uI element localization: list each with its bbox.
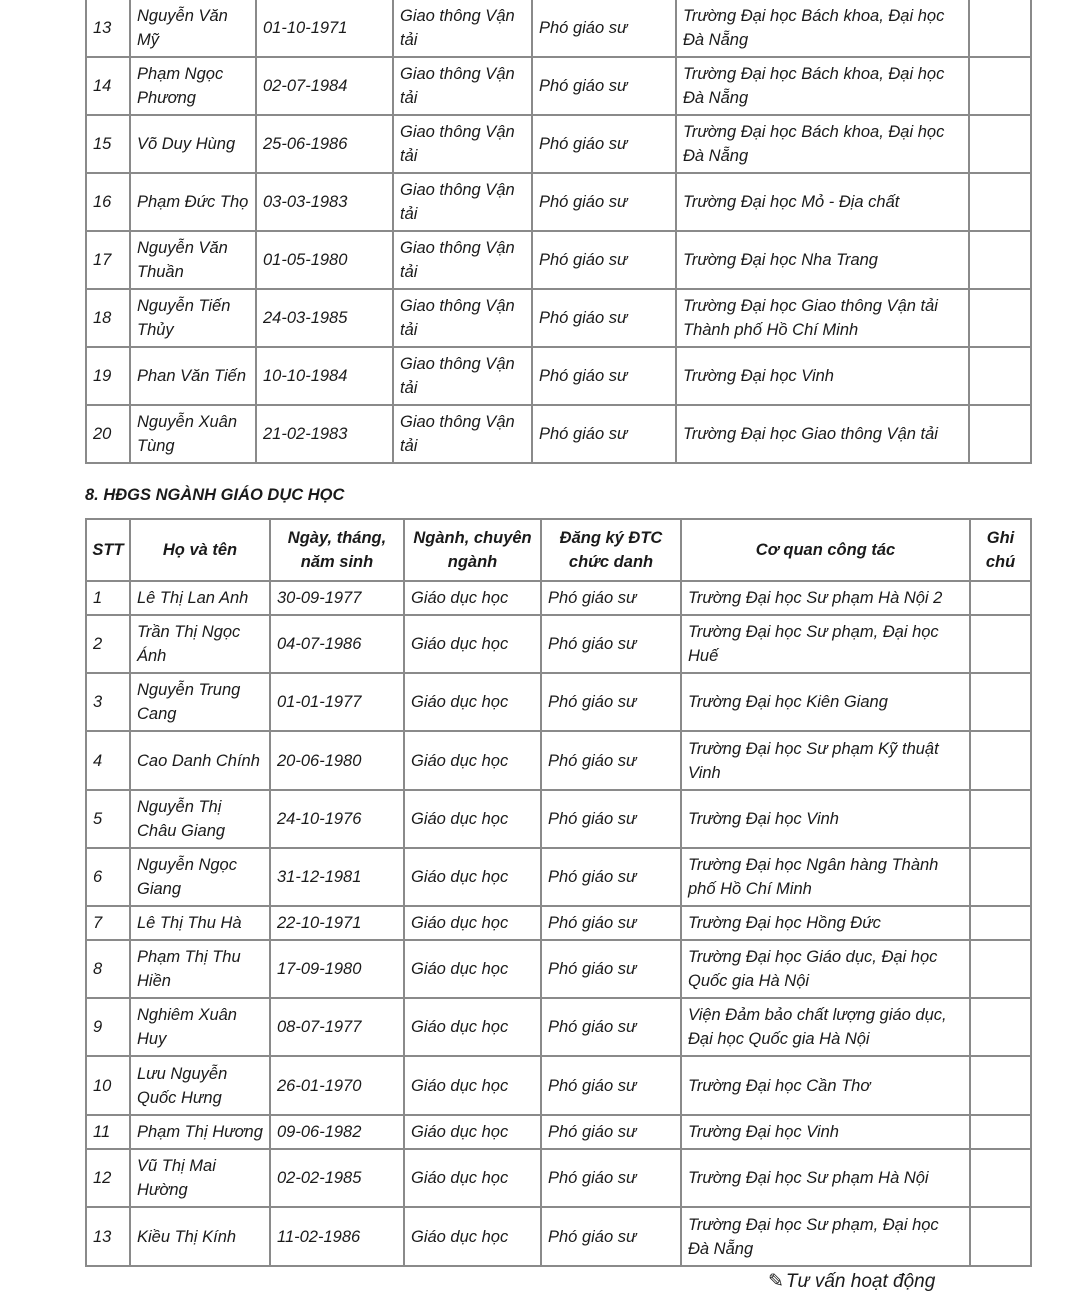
cell-title: Phó giáo sư [532, 173, 676, 231]
cell-field: Giáo dục học [404, 581, 541, 615]
table-row [86, 231, 1031, 289]
table-row [86, 998, 1031, 1056]
cell-field: Giáo dục học [404, 1207, 541, 1266]
cell-org: Trường Đại học Giao thông Vận tải Thành phố Hồ Chí Minh [676, 289, 969, 347]
cell-title: Phó giáo sư [532, 347, 676, 405]
pencil-icon: ✎ [768, 1271, 784, 1292]
cell-stt: 14 [86, 57, 130, 115]
cell-note [969, 57, 1031, 115]
cell-org: Trường Đại học Bách khoa, Đại học Đà Nẵng [676, 115, 969, 173]
cell-note [970, 1149, 1031, 1207]
table-row [86, 615, 1031, 673]
cell-dob: 01-05-1980 [256, 231, 393, 289]
cell-title: Phó giáo sư [541, 673, 681, 731]
cell-field: Giáo dục học [404, 848, 541, 906]
cell-name: Vũ Thị Mai Hường [130, 1149, 270, 1207]
cell-org: Trường Đại học Sư phạm, Đại học Huế [681, 615, 970, 673]
cell-title: Phó giáo sư [532, 289, 676, 347]
cell-dob: 17-09-1980 [270, 940, 404, 998]
cell-dob: 24-03-1985 [256, 289, 393, 347]
cell-note [969, 231, 1031, 289]
cell-name: Nguyễn Thị Châu Giang [130, 790, 270, 848]
cell-name: Lê Thị Thu Hà [130, 906, 270, 940]
header-name: Họ và tên [130, 519, 270, 581]
cell-title: Phó giáo sư [541, 790, 681, 848]
cell-dob: 11-02-1986 [270, 1207, 404, 1266]
cell-note [969, 405, 1031, 463]
cell-title: Phó giáo sư [532, 115, 676, 173]
cell-name: Kiều Thị Kính [130, 1207, 270, 1266]
cell-note [969, 115, 1031, 173]
table-row [86, 731, 1031, 790]
cell-field: Giao thông Vận tải [393, 405, 532, 463]
cell-stt: 1 [86, 581, 130, 615]
cell-stt: 10 [86, 1056, 130, 1115]
cell-name: Phan Văn Tiến [130, 347, 256, 405]
table-row [86, 940, 1031, 998]
cell-name: Phạm Thị Thu Hiền [130, 940, 270, 998]
cell-org: Trường Đại học Giáo dục, Đại học Quốc gia Hà Nội [681, 940, 970, 998]
cell-note [970, 581, 1031, 615]
cell-stt: 17 [86, 231, 130, 289]
cell-note [970, 848, 1031, 906]
cell-note [970, 673, 1031, 731]
cell-title: Phó giáo sư [541, 1115, 681, 1149]
cell-note [970, 731, 1031, 790]
table-transport-continued [85, 0, 1032, 464]
cell-org: Trường Đại học Vinh [681, 1115, 970, 1149]
cell-dob: 01-01-1977 [270, 673, 404, 731]
cell-org: Trường Đại học Hồng Đức [681, 906, 970, 940]
cell-org: Trường Đại học Bách khoa, Đại học Đà Nẵng [676, 0, 969, 57]
cell-dob: 25-06-1986 [256, 115, 393, 173]
header-field: Ngành, chuyên ngành [404, 519, 541, 581]
cell-stt: 6 [86, 848, 130, 906]
cell-name: Nguyễn Văn Thuần [130, 231, 256, 289]
header-stt: STT [86, 519, 130, 581]
cell-stt: 16 [86, 173, 130, 231]
consult-link-label: Tư vấn hoạt động [785, 1271, 936, 1292]
cell-title: Phó giáo sư [541, 998, 681, 1056]
cell-title: Phó giáo sư [541, 615, 681, 673]
cell-note [970, 1207, 1031, 1266]
cell-name: Lưu Nguyễn Quốc Hưng [130, 1056, 270, 1115]
table-row [86, 1115, 1031, 1149]
section-heading: 8. HĐGS NGÀNH GIÁO DỤC HỌC [85, 486, 345, 504]
table-row [86, 906, 1031, 940]
table-row [86, 405, 1031, 463]
table-row [86, 581, 1031, 615]
cell-org: Trường Đại học Cần Thơ [681, 1056, 970, 1115]
cell-name: Phạm Đức Thọ [130, 173, 256, 231]
header-title: Đăng ký ĐTC chức danh [541, 519, 681, 581]
cell-dob: 22-10-1971 [270, 906, 404, 940]
cell-org: Trường Đại học Mỏ - Địa chất [676, 173, 969, 231]
cell-note [970, 998, 1031, 1056]
cell-title: Phó giáo sư [541, 940, 681, 998]
cell-field: Giao thông Vận tải [393, 347, 532, 405]
cell-note [970, 1056, 1031, 1115]
cell-name: Cao Danh Chính [130, 731, 270, 790]
cell-name: Nguyễn Trung Cang [130, 673, 270, 731]
cell-stt: 5 [86, 790, 130, 848]
cell-field: Giao thông Vận tải [393, 173, 532, 231]
cell-org: Viện Đảm bảo chất lượng giáo dục, Đại học Quốc gia Hà Nội [681, 998, 970, 1056]
cell-title: Phó giáo sư [541, 731, 681, 790]
cell-name: Phạm Ngọc Phương [130, 57, 256, 115]
cell-field: Giáo dục học [404, 998, 541, 1056]
cell-name: Phạm Thị Hương [130, 1115, 270, 1149]
cell-title: Phó giáo sư [541, 906, 681, 940]
cell-org: Trường Đại học Sư phạm Hà Nội 2 [681, 581, 970, 615]
cell-note [969, 173, 1031, 231]
cell-name: Nguyễn Xuân Tùng [130, 405, 256, 463]
cell-stt: 20 [86, 405, 130, 463]
table-row [86, 115, 1031, 173]
cell-name: Trần Thị Ngọc Ánh [130, 615, 270, 673]
cell-org: Trường Đại học Vinh [681, 790, 970, 848]
cell-field: Giáo dục học [404, 615, 541, 673]
cell-note [970, 940, 1031, 998]
cell-note [970, 1115, 1031, 1149]
cell-stt: 3 [86, 673, 130, 731]
cell-title: Phó giáo sư [541, 581, 681, 615]
cell-stt: 8 [86, 940, 130, 998]
cell-field: Giáo dục học [404, 673, 541, 731]
cell-name: Nguyễn Ngọc Giang [130, 848, 270, 906]
table-row [86, 790, 1031, 848]
cell-name: Võ Duy Hùng [130, 115, 256, 173]
table-row [86, 289, 1031, 347]
cell-org: Trường Đại học Nha Trang [676, 231, 969, 289]
table-row [86, 173, 1031, 231]
cell-stt: 18 [86, 289, 130, 347]
cell-org: Trường Đại học Sư phạm Kỹ thuật Vinh [681, 731, 970, 790]
cell-stt: 9 [86, 998, 130, 1056]
cell-dob: 20-06-1980 [270, 731, 404, 790]
cell-stt: 19 [86, 347, 130, 405]
consult-link[interactable] [768, 1269, 935, 1295]
table-education [85, 518, 1032, 1267]
cell-note [969, 0, 1031, 57]
cell-dob: 02-02-1985 [270, 1149, 404, 1207]
cell-stt: 15 [86, 115, 130, 173]
table-row [86, 673, 1031, 731]
cell-org: Trường Đại học Ngân hàng Thành phố Hồ Chí Minh [681, 848, 970, 906]
cell-org: Trường Đại học Sư phạm, Đại học Đà Nẵng [681, 1207, 970, 1266]
cell-field: Giáo dục học [404, 1056, 541, 1115]
cell-dob: 09-06-1982 [270, 1115, 404, 1149]
cell-org: Trường Đại học Kiên Giang [681, 673, 970, 731]
cell-field: Giáo dục học [404, 790, 541, 848]
cell-stt: 13 [86, 0, 130, 57]
cell-org: Trường Đại học Sư phạm Hà Nội [681, 1149, 970, 1207]
cell-dob: 02-07-1984 [256, 57, 393, 115]
cell-dob: 30-09-1977 [270, 581, 404, 615]
table-row [86, 347, 1031, 405]
cell-dob: 04-07-1986 [270, 615, 404, 673]
cell-field: Giao thông Vận tải [393, 231, 532, 289]
cell-field: Giao thông Vận tải [393, 57, 532, 115]
cell-field: Giao thông Vận tải [393, 115, 532, 173]
cell-dob: 01-10-1971 [256, 0, 393, 57]
table-row [86, 0, 1031, 57]
cell-field: Giáo dục học [404, 1115, 541, 1149]
cell-dob: 08-07-1977 [270, 998, 404, 1056]
cell-dob: 21-02-1983 [256, 405, 393, 463]
cell-note [970, 615, 1031, 673]
cell-field: Giáo dục học [404, 1149, 541, 1207]
header-dob: Ngày, tháng, năm sinh [270, 519, 404, 581]
cell-dob: 03-03-1983 [256, 173, 393, 231]
header-org: Cơ quan công tác [681, 519, 970, 581]
cell-title: Phó giáo sư [532, 57, 676, 115]
cell-field: Giao thông Vận tải [393, 289, 532, 347]
cell-stt: 2 [86, 615, 130, 673]
cell-name: Lê Thị Lan Anh [130, 581, 270, 615]
cell-org: Trường Đại học Vinh [676, 347, 969, 405]
cell-org: Trường Đại học Giao thông Vận tải [676, 405, 969, 463]
cell-name: Nghiêm Xuân Huy [130, 998, 270, 1056]
cell-name: Nguyễn Văn Mỹ [130, 0, 256, 57]
cell-dob: 24-10-1976 [270, 790, 404, 848]
cell-title: Phó giáo sư [541, 1056, 681, 1115]
cell-name: Nguyễn Tiến Thủy [130, 289, 256, 347]
cell-note [969, 289, 1031, 347]
header-note: Ghi chú [970, 519, 1031, 581]
cell-title: Phó giáo sư [532, 231, 676, 289]
cell-field: Giao thông Vận tải [393, 0, 532, 57]
cell-title: Phó giáo sư [541, 1207, 681, 1266]
cell-stt: 4 [86, 731, 130, 790]
cell-dob: 31-12-1981 [270, 848, 404, 906]
table-row [86, 1056, 1031, 1115]
cell-stt: 12 [86, 1149, 130, 1207]
cell-note [969, 347, 1031, 405]
cell-field: Giáo dục học [404, 731, 541, 790]
table-header-row [86, 519, 1031, 581]
table-row [86, 1149, 1031, 1207]
cell-title: Phó giáo sư [541, 848, 681, 906]
cell-field: Giáo dục học [404, 906, 541, 940]
cell-note [970, 790, 1031, 848]
cell-field: Giáo dục học [404, 940, 541, 998]
table-row [86, 848, 1031, 906]
cell-dob: 10-10-1984 [256, 347, 393, 405]
cell-note [970, 906, 1031, 940]
table-row [86, 57, 1031, 115]
cell-stt: 7 [86, 906, 130, 940]
cell-dob: 26-01-1970 [270, 1056, 404, 1115]
cell-title: Phó giáo sư [541, 1149, 681, 1207]
table-row [86, 1207, 1031, 1266]
cell-title: Phó giáo sư [532, 405, 676, 463]
cell-stt: 11 [86, 1115, 130, 1149]
cell-org: Trường Đại học Bách khoa, Đại học Đà Nẵng [676, 57, 969, 115]
cell-stt: 13 [86, 1207, 130, 1266]
cell-title: Phó giáo sư [532, 0, 676, 57]
